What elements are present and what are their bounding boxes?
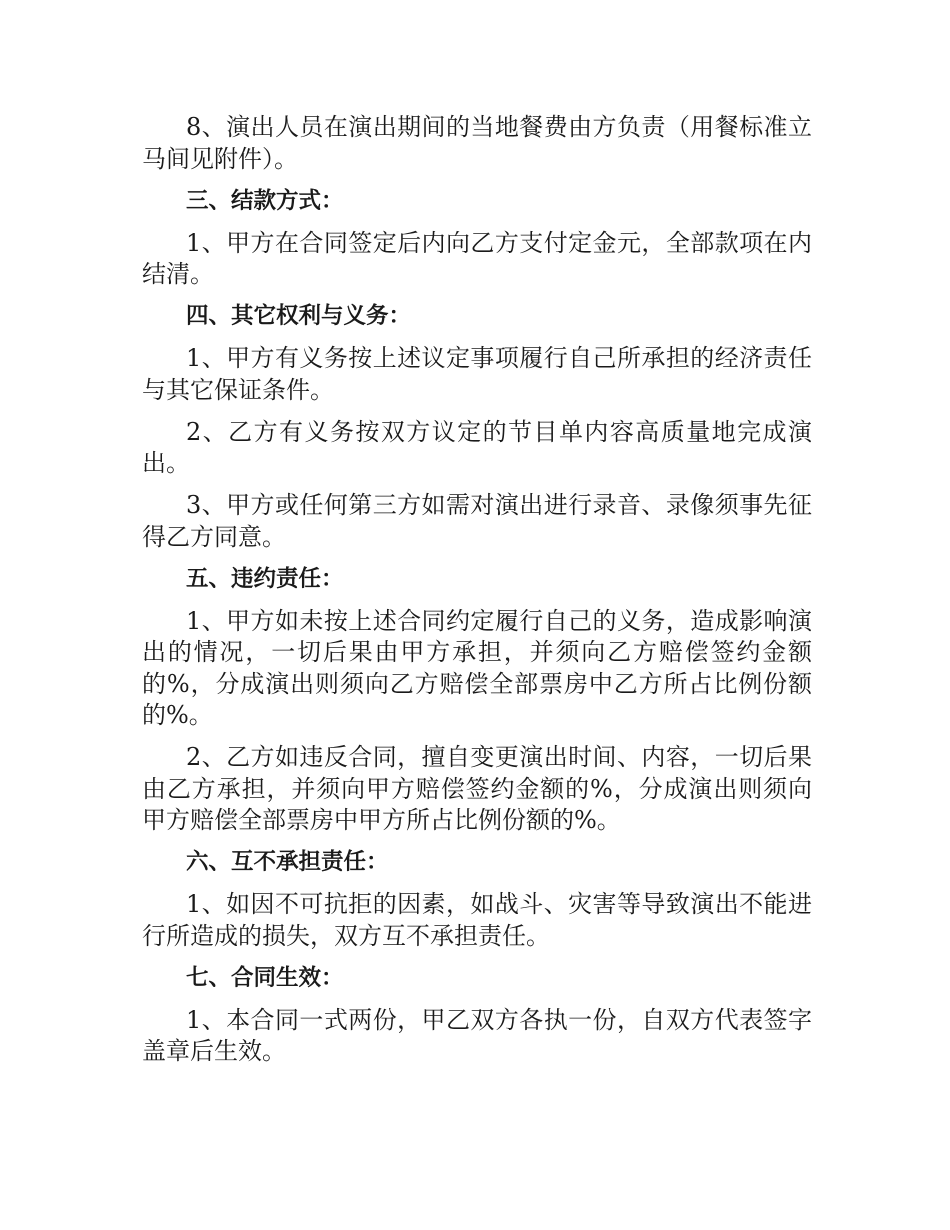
clause-breach-2: 2、乙方如违反合同，擅自变更演出时间、内容，一切后果由乙方承担，并须向甲方赔偿签约金额的%，分成演出则须向甲方赔偿全部票房中甲方所占比例份额的%。 — [142, 743, 812, 834]
clause-force-majeure-1: 1、如因不可抗拒的因素，如战斗、灾害等导致演出不能进行所造成的损失，双方互不承担责任。 — [142, 890, 812, 950]
section-heading-force-majeure: 六、互不承担责任： — [186, 849, 389, 875]
clause-breach-1: 1、甲方如未按上述合同约定履行自己的义务，造成影响演出的情况，一切后果由甲方承担，并须向乙方赔偿签约金额的%，分成演出则须向乙方赔偿全部票房中乙方所占比例份额的%。 — [142, 606, 812, 729]
section-heading-effectiveness: 七、合同生效： — [186, 964, 344, 991]
clause-rights-3: 3、甲方或任何第三方如需对演出进行录音、录像须事先征得乙方同意。 — [142, 491, 812, 551]
clause-8-meals: 8、演出人员在演出期间的当地餐费由方负责（用餐标准立马间见附件）。 — [142, 113, 812, 173]
clause-effectiveness-1: 1、本合同一式两份，甲乙双方各执一份，自双方代表签字盖章后生效。 — [142, 1005, 812, 1065]
section-heading-rights-obligations: 四、其它权利与义务： — [186, 303, 412, 329]
document-body — [142, 112, 812, 1078]
section-heading-payment: 三、结款方式： — [186, 187, 344, 214]
clause-rights-1: 1、甲方有义务按上述议定事项履行自己所承担的经济责任与其它保证条件。 — [142, 344, 812, 404]
clause-payment-1: 1、甲方在合同签定后内向乙方支付定金元，全部款项在内结清。 — [142, 228, 812, 288]
clause-rights-2: 2、乙方有义务按双方议定的节目单内容高质量地完成演出。 — [142, 417, 812, 477]
section-heading-breach: 五、违约责任： — [186, 565, 344, 592]
